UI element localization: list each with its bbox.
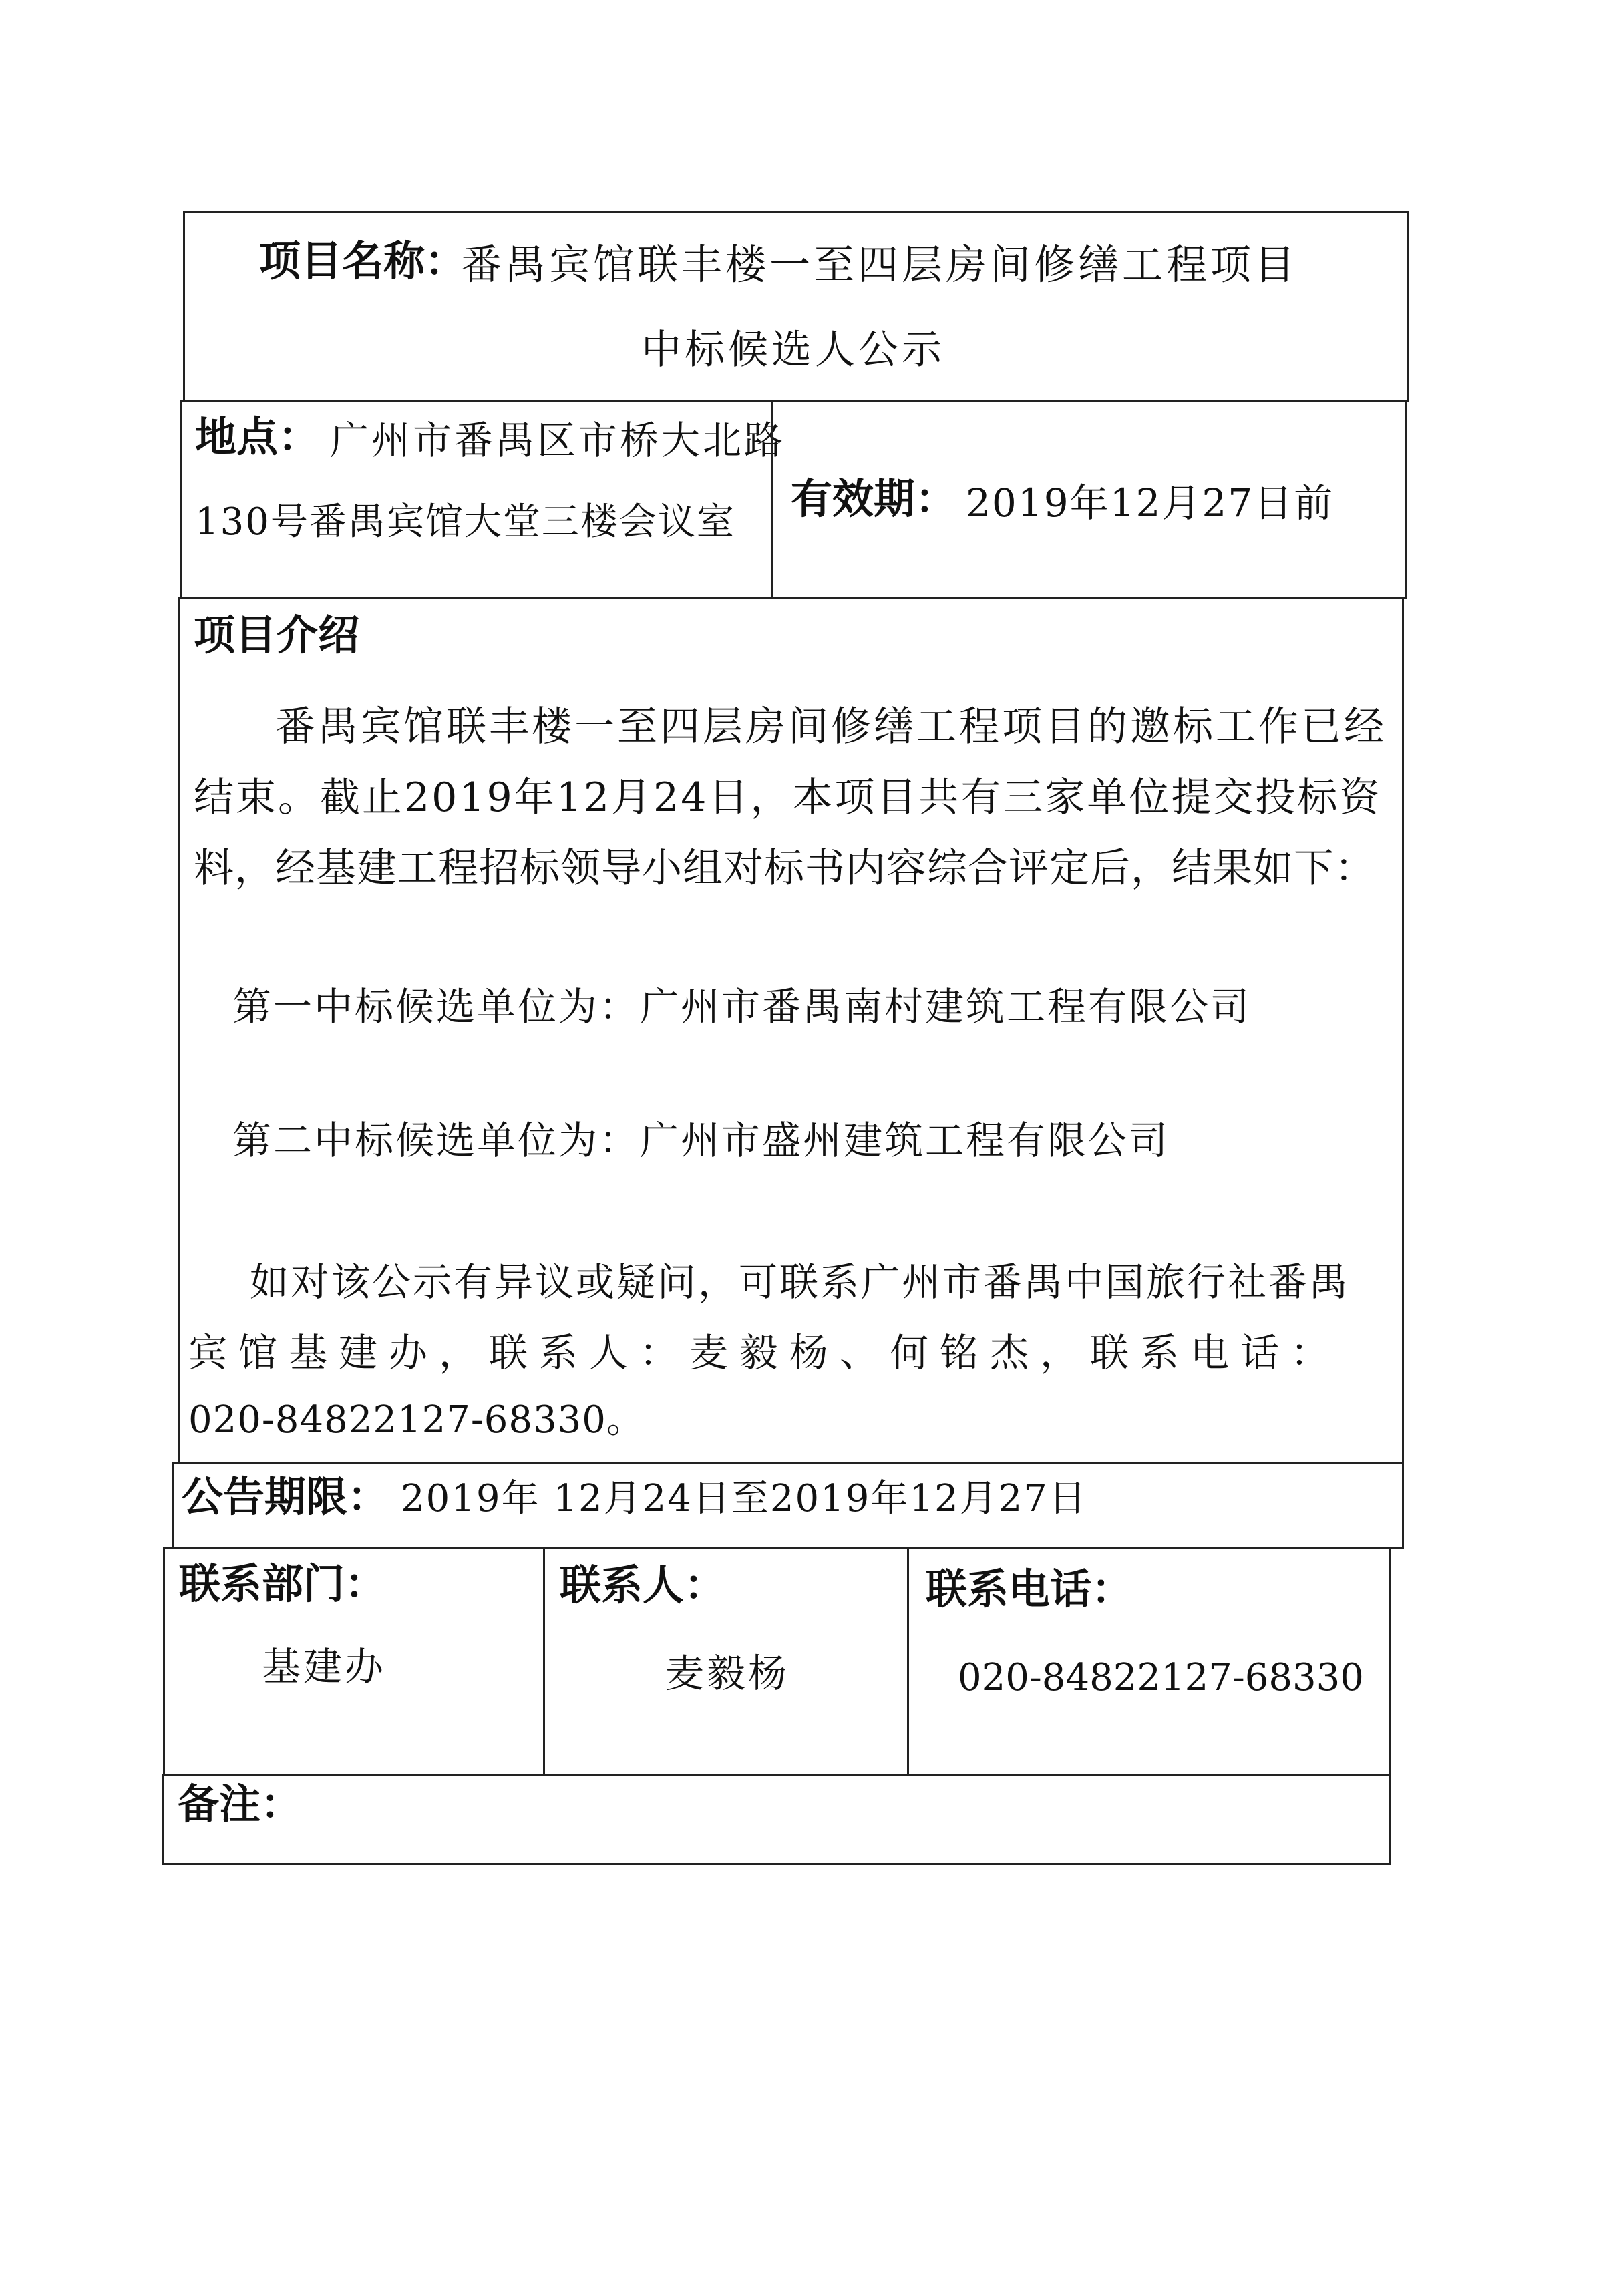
contact-line3: 020-84822127-68330。 (188, 1398, 645, 1442)
location-line2: 130号番禺宾馆大堂三楼会议室 (195, 500, 735, 544)
intro-para-line2: 结束。截止2019年12月24日，本项目共有三家单位提交投标资 (194, 774, 1382, 821)
intro-para-line3: 料，经基建工程招标领导小组对标书内容综合评定后，结果如下： (194, 845, 1375, 892)
contact-line1: 如对该公示有异议或疑问，可联系广州市番禺中国旅行社番禺 (250, 1259, 1351, 1305)
second-candidate: 第二中标候选单位为：广州市盛州建筑工程有限公司 (232, 1118, 1170, 1163)
project-subtitle: 中标候选人公示 (641, 327, 945, 373)
project-name-label: 项目名称： (259, 236, 467, 285)
location-line1: 广州市番禺区市桥大北路 (330, 418, 786, 463)
remarks-cell (162, 1774, 1391, 1865)
contact-person-value: 麦毅杨 (665, 1651, 790, 1696)
project-title: 番禺宾馆联丰楼一至四层房间修缮工程项目 (461, 241, 1299, 289)
notice-period-value: 2019年 12月24日至2019年12月27日 (401, 1477, 1087, 1520)
remarks-label: 备注： (178, 1780, 303, 1828)
contact-dept-label: 联系部门： (179, 1559, 387, 1608)
intro-para-line1: 番禺宾馆联丰楼一至四层房间修缮工程项目的邀标工作已经 (275, 703, 1387, 750)
contact-person-label: 联系人： (560, 1561, 726, 1609)
validity-value: 2019年12月27日前 (966, 480, 1334, 526)
contact-phone-label: 联系电话： (926, 1565, 1133, 1613)
first-candidate: 第一中标候选单位为：广州市番禺南村建筑工程有限公司 (232, 984, 1252, 1029)
contact-line2: 宾馆基建办，联系人：麦毅杨、何铭杰，联系电话： (188, 1330, 1341, 1375)
intro-heading: 项目介绍 (194, 611, 360, 659)
validity-label: 有效期： (791, 474, 957, 523)
contact-phone-value: 020-84822127-68330 (958, 1656, 1364, 1699)
contact-dept-value: 基建办 (262, 1644, 387, 1689)
notice-period-label: 公告期限： (182, 1472, 389, 1521)
location-label: 地点： (195, 412, 320, 461)
